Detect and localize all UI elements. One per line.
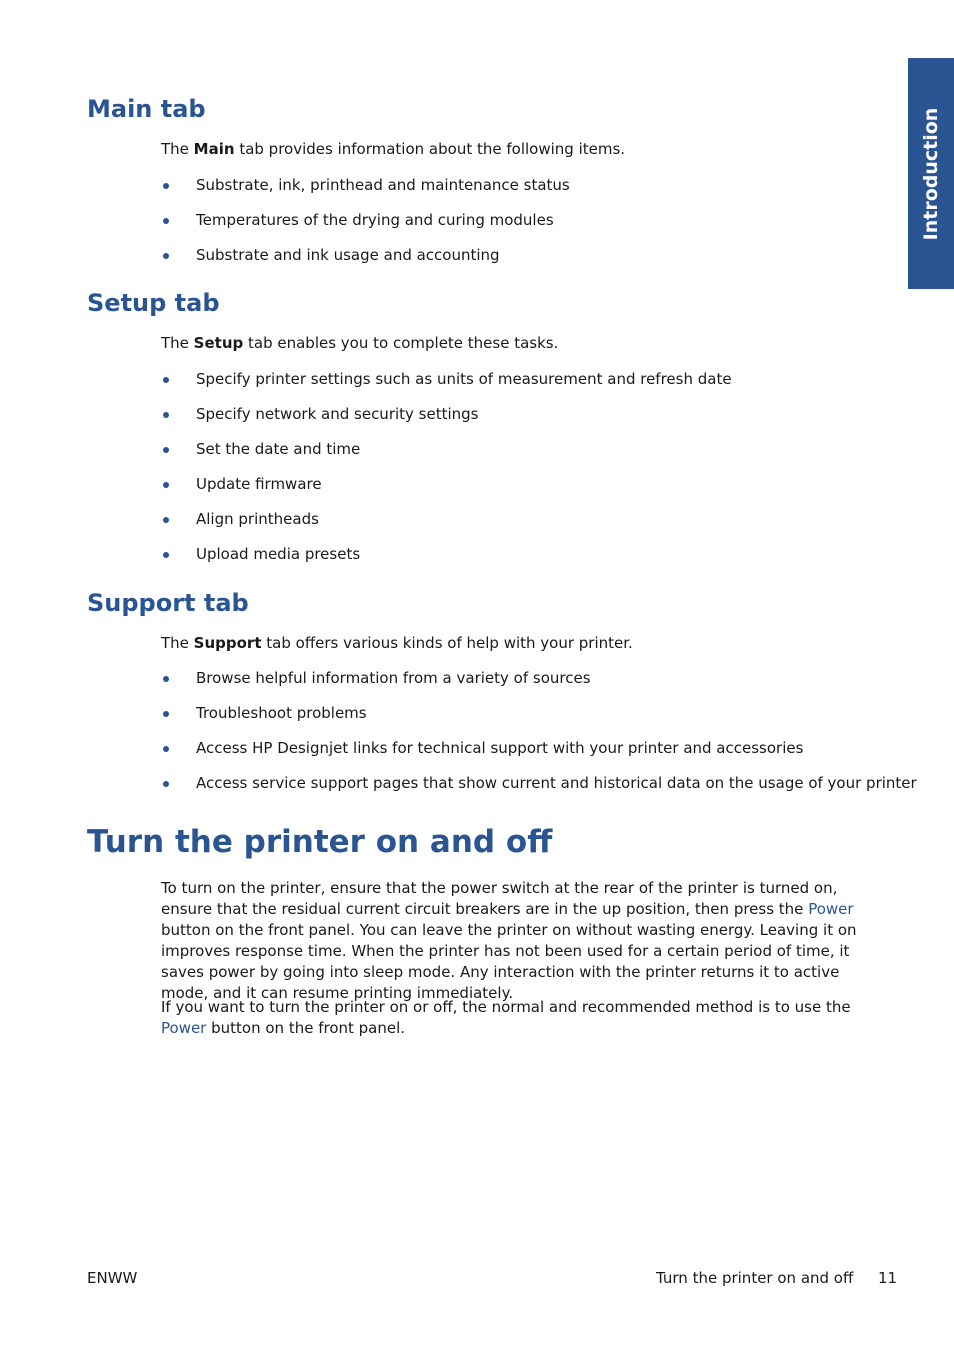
power-link[interactable]: Power bbox=[161, 1019, 207, 1037]
power-link[interactable]: Power bbox=[808, 900, 854, 918]
setup-tab-heading: Setup tab bbox=[87, 289, 220, 317]
main-tab-heading: Main tab bbox=[87, 95, 206, 123]
footer-section-title: Turn the printer on and off bbox=[656, 1269, 854, 1287]
list-item: Troubleshoot problems bbox=[161, 703, 901, 738]
list-item: Temperatures of the drying and curing modules bbox=[161, 210, 901, 245]
support-tab-list bbox=[161, 668, 917, 808]
list-item: Substrate, ink, printhead and maintenance status bbox=[161, 175, 901, 210]
power-paragraph-1: To turn on the printer, ensure that the power switch at the rear of the printer is turned on, ensure that the residual current circuit breakers are in the up position, then press the Power button on the front panel. You can leave the printer on without wasting energy. Leaving it on improves response time. When the printer has not been used for a certain period of time, it saves power by going into sleep mode. Any interaction with the printer returns it to active mode, and it can resume printing immediately. bbox=[161, 879, 857, 1002]
list-item: Specify printer settings such as units of measurement and refresh date bbox=[161, 369, 901, 404]
list-item: Access HP Designjet links for technical support with your printer and accessories bbox=[161, 738, 901, 773]
list-item: Specify network and security settings bbox=[161, 404, 901, 439]
footer-doc-code: ENWW bbox=[87, 1269, 138, 1287]
list-item: Access service support pages that show current and historical data on the usage of your printer bbox=[161, 773, 901, 808]
support-tab-intro: The Support tab offers various kinds of help with your printer. bbox=[161, 634, 633, 652]
support-tab-heading: Support tab bbox=[87, 589, 249, 617]
power-paragraph-2: If you want to turn the printer on or off, the normal and recommended method is to use the Power button on the front panel. bbox=[161, 998, 851, 1037]
chapter-side-tab-label: Introduction bbox=[920, 107, 942, 240]
main-tab-intro: The Main tab provides information about the following items. bbox=[161, 140, 626, 158]
setup-tab-intro: The Setup tab enables you to complete these tasks. bbox=[161, 334, 559, 352]
list-item: Set the date and time bbox=[161, 439, 901, 474]
list-item: Substrate and ink usage and accounting bbox=[161, 245, 901, 280]
list-item: Align printheads bbox=[161, 509, 901, 544]
setup-tab-list bbox=[161, 369, 901, 579]
chapter-side-tab[interactable] bbox=[908, 58, 954, 289]
list-item: Update firmware bbox=[161, 474, 901, 509]
list-item: Browse helpful information from a variety of sources bbox=[161, 668, 901, 703]
power-section-heading: Turn the printer on and off bbox=[87, 824, 553, 860]
list-item: Upload media presets bbox=[161, 544, 901, 579]
main-tab-list bbox=[161, 175, 901, 280]
footer-page-number: 11 bbox=[878, 1269, 898, 1287]
